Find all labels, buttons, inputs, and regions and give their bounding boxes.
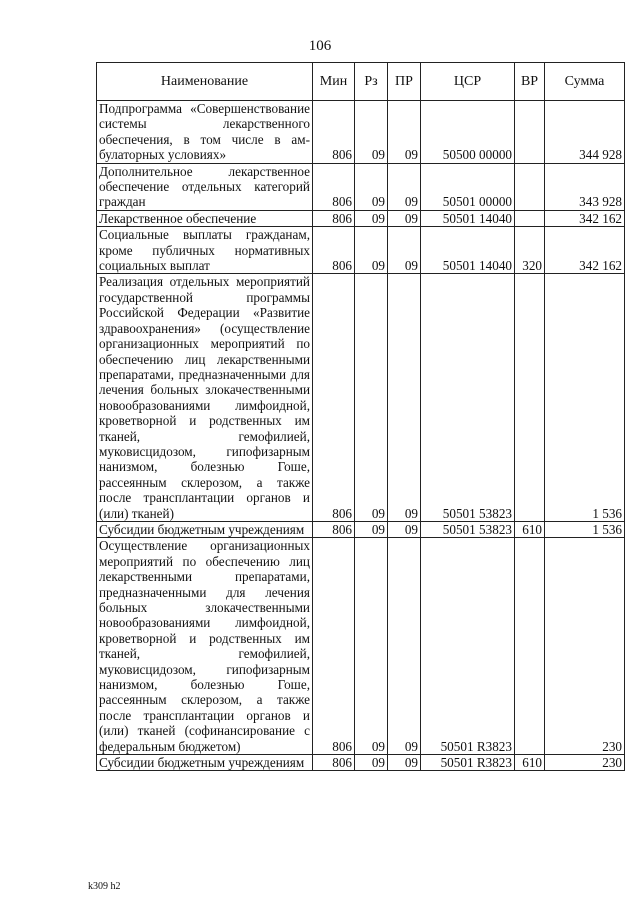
row-name: Реализация отдельных мероприятий государственной программы Российской Федерации «Развитие здравоохранения» (осуществление организационных мероприятий по обеспечению лиц лекарственными препаратами, предназначенными для лечения больных злокачественными новообразованиями лимфоидной, кроветворной и родственных им тканей, гемофилией, муковисцидозом, гипофизарным нанизмом, болезнью Гоше, рассеянным склерозом, а также после трансплантации органов и (или) тканей) <box>97 274 313 522</box>
row-min: 806 <box>313 101 355 164</box>
row-csr: 50501 R3823 <box>421 538 515 755</box>
row-sum: 1 536 <box>545 274 625 522</box>
row-vr <box>515 101 545 164</box>
row-csr: 50501 R3823 <box>421 755 515 771</box>
column-header-sum: Сумма <box>545 63 625 101</box>
row-min: 806 <box>313 755 355 771</box>
table-row <box>97 274 625 522</box>
row-vr: 610 <box>515 755 545 771</box>
row-rz: 09 <box>355 274 388 522</box>
row-pr: 09 <box>388 755 421 771</box>
table-row <box>97 538 625 755</box>
row-min: 806 <box>313 538 355 755</box>
row-sum: 1 536 <box>545 521 625 537</box>
row-name: Субсидии бюджетным учреждениям <box>97 521 313 537</box>
row-rz: 09 <box>355 227 388 274</box>
column-header-pr: ПР <box>388 63 421 101</box>
footer-code: k309 h2 <box>88 881 121 892</box>
row-min: 806 <box>313 521 355 537</box>
row-sum: 342 162 <box>545 210 625 226</box>
row-vr <box>515 210 545 226</box>
column-header-csr: ЦСР <box>421 63 515 101</box>
row-name: Дополнительное лекарственное обеспечение отдельных категорий граждан <box>97 163 313 210</box>
row-name: Лекарственное обеспечение <box>97 210 313 226</box>
row-csr: 50501 00000 <box>421 163 515 210</box>
column-header-rz: Рз <box>355 63 388 101</box>
row-rz: 09 <box>355 210 388 226</box>
table-row <box>97 163 625 210</box>
row-csr: 50501 53823 <box>421 521 515 537</box>
table-row <box>97 755 625 771</box>
row-min: 806 <box>313 274 355 522</box>
table-row <box>97 101 625 164</box>
table-row <box>97 521 625 537</box>
column-header-vr: ВР <box>515 63 545 101</box>
row-pr: 09 <box>388 521 421 537</box>
table-row <box>97 227 625 274</box>
row-pr: 09 <box>388 163 421 210</box>
row-sum: 344 928 <box>545 101 625 164</box>
row-min: 806 <box>313 163 355 210</box>
row-rz: 09 <box>355 521 388 537</box>
row-vr: 320 <box>515 227 545 274</box>
row-sum: 230 <box>545 538 625 755</box>
row-name: Социальные выплаты гражданам, кроме публичных нормативных социальных выплат <box>97 227 313 274</box>
row-csr: 50501 14040 <box>421 227 515 274</box>
row-sum: 342 162 <box>545 227 625 274</box>
row-name: Субсидии бюджетным учреждениям <box>97 755 313 771</box>
row-csr: 50500 00000 <box>421 101 515 164</box>
row-name: Подпрограмма «Совершенствование системы лекарственного обеспечения, в том числе в амбулаторных условиях» <box>97 101 313 164</box>
row-pr: 09 <box>388 538 421 755</box>
row-csr: 50501 53823 <box>421 274 515 522</box>
row-pr: 09 <box>388 101 421 164</box>
row-vr <box>515 538 545 755</box>
row-pr: 09 <box>388 210 421 226</box>
column-header-min: Мин <box>313 63 355 101</box>
row-rz: 09 <box>355 163 388 210</box>
row-min: 806 <box>313 210 355 226</box>
row-csr: 50501 14040 <box>421 210 515 226</box>
row-pr: 09 <box>388 227 421 274</box>
row-name: Осуществление организационных мероприятий по обеспечению лиц лекарственными препаратами, предназначенными для лечения больных злокачественными новообразованиями лимфоидной, кроветворной и родственных им тканей, гемофилией, муковисцидозом, гипофизарным нанизмом, болезнью Гоше, рассеянным склерозом, а также после трансплантации органов и (или) тканей (софинансирование с федеральным бюджетом) <box>97 538 313 755</box>
header-row <box>97 63 625 101</box>
row-vr <box>515 274 545 522</box>
row-vr: 610 <box>515 521 545 537</box>
row-rz: 09 <box>355 101 388 164</box>
row-rz: 09 <box>355 538 388 755</box>
row-vr <box>515 163 545 210</box>
row-sum: 343 928 <box>545 163 625 210</box>
row-pr: 09 <box>388 274 421 522</box>
table-row <box>97 210 625 226</box>
column-header-name: Наименование <box>97 63 313 101</box>
budget-table <box>96 62 625 771</box>
row-sum: 230 <box>545 755 625 771</box>
row-rz: 09 <box>355 755 388 771</box>
row-min: 806 <box>313 227 355 274</box>
page-number: 106 <box>308 38 332 54</box>
